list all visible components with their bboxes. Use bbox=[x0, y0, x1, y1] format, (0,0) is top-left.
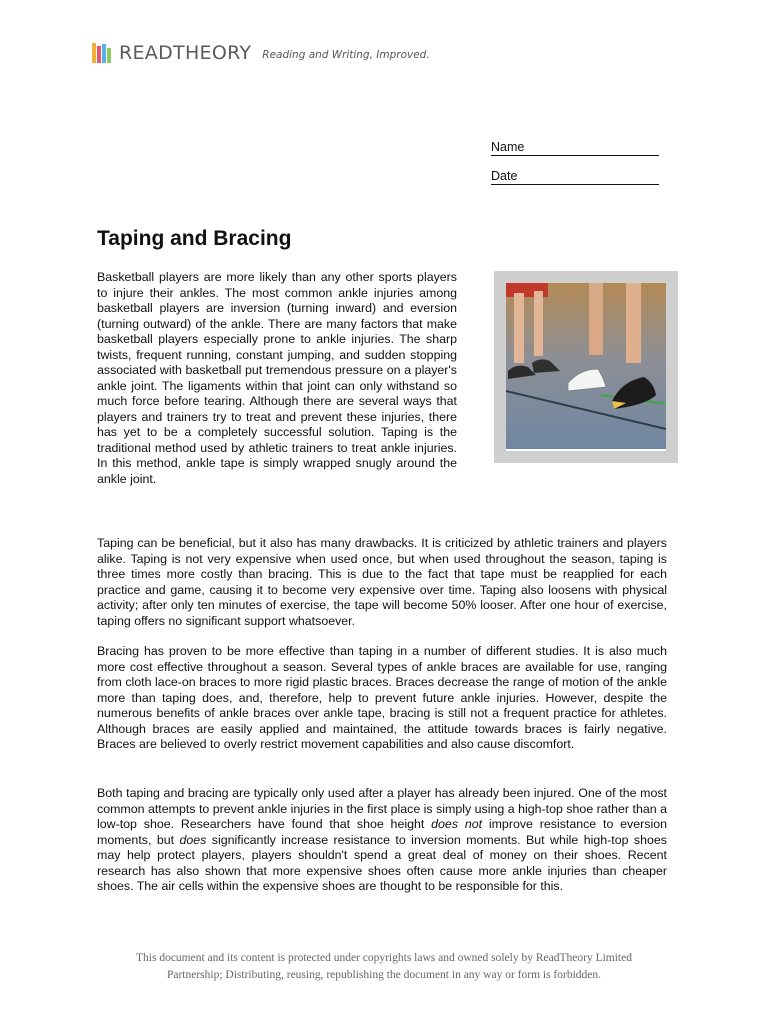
name-label: Name bbox=[491, 140, 525, 154]
brand-name: READTHEORY bbox=[119, 42, 252, 64]
paragraph-1: Basketball players are more likely than any other sports players to injure their ankles. The most common ankle injuries among basketball players are inversion (turning inward) and eversion (turning outward) of the ankle. There are many factors that make basketball players especially prone to ankle injuries. The sharp twists, frequent running, constant jumping, and sudden stopping associated with basketball put tremendous pressure on a player's ankle joint. The ligaments within that joint can only withstand so much force before tearing. Although there are several ways that players and trainers try to treat and prevent these injuries, there has yet to be a completely successful solution. Taping is the traditional method used by athletic trainers to treat ankle injuries. In this method, ankle tape is simply wrapped snugly around the ankle joint. bbox=[97, 270, 457, 486]
brand-tagline: Reading and Writing, Improved. bbox=[262, 49, 430, 61]
paragraph-2: Taping can be beneficial, but it also has many drawbacks. It is criticized by athletic trainers and players alike. Taping is not very expensive when used once, but when used throughout the season, taping is three times more costly than bracing. This is due to the fact that tape must be reapplied for each practice and game, causing it to become very expensive over time. Taping also loosens with physical activity; after only ten minutes of exercise, the tape will become 50% looser. After one hour of exercise, taping offers no significant support whatsoever. bbox=[97, 536, 667, 628]
date-label: Date bbox=[491, 169, 518, 183]
basketball-shoes-photo bbox=[494, 271, 678, 463]
emphasis-does-not: does not bbox=[431, 817, 483, 831]
article-title: Taping and Bracing bbox=[97, 227, 292, 250]
paragraph-4-text-c: significantly increase resistance to inversion moments. But while high-top shoes may help protect players, players shouldn't spend a great deal of money on their shoes. Recent research has also shown that more expensive shoes often cause more ankle injuries than cheaper shoes. The air cells within the expensive shoes are thought to be responsible for this. bbox=[97, 832, 667, 893]
paragraph-4 bbox=[97, 786, 667, 895]
basketball-players-feet-image bbox=[506, 283, 666, 451]
paragraph-4-text-b: improve resistance to eversion moments, but bbox=[97, 817, 667, 847]
copyright-footer bbox=[84, 950, 684, 984]
readtheory-logo bbox=[91, 40, 430, 66]
date-field[interactable] bbox=[491, 169, 659, 185]
paragraph-4-text-a: Both taping and bracing are typically only used after a player has already been injured. One of the most common attempts to prevent ankle injuries in the first place is simply using a high-top shoe rather than a low-top shoe. Researchers have found that shoe height bbox=[97, 786, 667, 831]
footer-line-2: Partnership; Distributing, reusing, republishing the document in any way or form is forbidden. bbox=[166, 969, 602, 981]
emphasis-does: does bbox=[179, 832, 207, 847]
books-logo-icon bbox=[91, 41, 113, 65]
footer-line-1: This document and its content is protected under copyrights laws and owned solely by ReadTheory Limited bbox=[136, 952, 632, 964]
paragraph-3: Bracing has proven to be more effective than taping in a number of different studies. It is also much more cost effective throughout a season. Several types of ankle braces are available for use, ranging from cloth lace-on braces to more rigid plastic braces. Braces decrease the range of motion of the ankle more than taping does, and, therefore, help to prevent future ankle injuries. However, despite the numerous benefits of ankle braces over ankle tape, bracing is still not a frequent practice for athletes. Although braces are easily applied and maintained, the attitude towards braces is fairly negative. Braces are believed to overly restrict movement capabilities and also cause discomfort. bbox=[97, 644, 667, 751]
name-field[interactable] bbox=[491, 140, 659, 156]
